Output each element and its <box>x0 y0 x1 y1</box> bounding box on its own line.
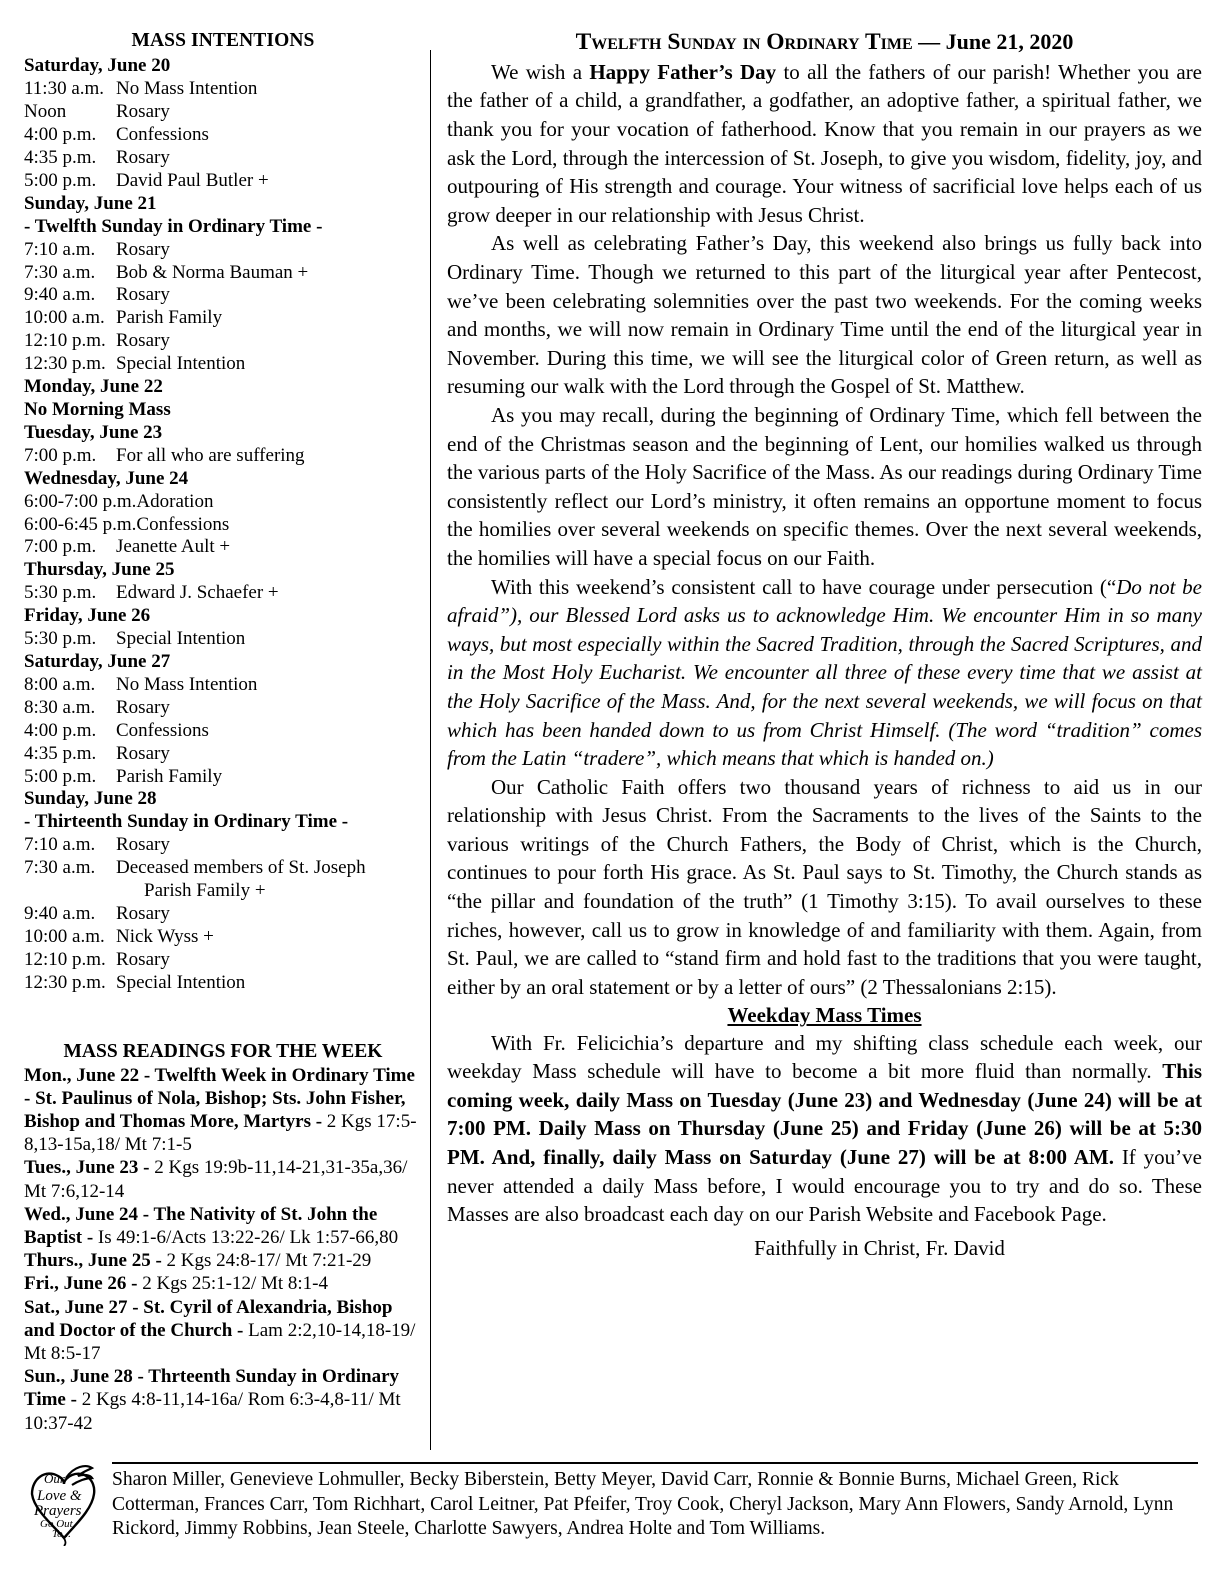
mass-readings-heading: MASS READINGS FOR THE WEEK <box>63 1040 383 1062</box>
mass-intention-row <box>24 78 422 101</box>
logo-line-gooout: Go Out <box>40 1518 73 1530</box>
paragraph-text: As you may recall, during the beginning of Ordinary Time, which fell between the end of the Christmas season and the beginning of Lent, our homilies walked us through the various parts of the Holy Sacrifice of the Mass. As our readings during Ordinary Time consistently reflect our Lord’s ministry, it often remains an opportune moment to focus the homilies over several weekends on specific themes. Over the next several weekends, the homilies will have a special focus on our Faith. <box>447 402 1202 570</box>
mass-intention-time: 7:10 a.m. <box>24 238 96 260</box>
mass-intention-row <box>24 124 422 147</box>
letter-paragraph <box>447 773 1202 1002</box>
mass-intention-day-heading: - Thirteenth Sunday in Ordinary Time - <box>24 811 349 833</box>
mass-intention-row <box>24 307 422 330</box>
mass-intention-description: Special Intention <box>116 628 246 650</box>
mass-intention-row <box>24 720 422 743</box>
weekday-schedule-bold: This coming week, daily Mass on Tuesday (June 23) and Wednesday (June 24) will be at 7:00 PM. Daily Mass on Thursday (June 25) and Friday (June 26) will be at 5:30 PM. And, finally, daily Mass on Saturday (June 27) will be at 8:00 AM. <box>447 1059 1202 1170</box>
mass-intentions-heading: MASS INTENTIONS <box>131 30 315 51</box>
mass-reading-citation: Is 49:1-6/Acts 13:22-26/ Lk 1:57-66,80 <box>93 1227 399 1248</box>
mass-intention-time: 12:10 p.m. <box>24 948 106 970</box>
logo-line-prayers: Prayers <box>34 1503 82 1519</box>
emphasis-italic-text: Do not be afraid”), our Blessed Lord asks us to acknowledge Him. We encounter Him in so many ways, but most especially within the Sacred Tradition, through the Sacred Scriptures, and in the Most Holy Eucharist. We encounter all three of these every time that we assist at the Holy Sacrifice of the Mass. And, for the next several weekends, we will focus on that which has been handed down to us from Christ Himself. (The word “tradition” comes from the Latin “tradere”, which means that which is handed on.) <box>447 574 1202 771</box>
mass-intention-description: Parish Family <box>116 765 223 787</box>
paragraph-text: With this weekend’s consistent call to have courage under persecution (“ <box>491 574 1117 599</box>
mass-intention-row <box>24 262 422 285</box>
mass-intention-description: Edward J. Schaefer + <box>116 582 279 604</box>
mass-intention-description: Bob & Norma Bauman + <box>116 261 309 283</box>
mass-intention-row <box>24 284 422 307</box>
mass-intention-description: Deceased members of St. Joseph <box>116 857 366 879</box>
paragraph-text: We wish a <box>491 59 590 84</box>
logo-line-love: Love & <box>37 1488 82 1504</box>
bulletin-title <box>447 30 1202 56</box>
mass-reading-citation: 2 Kgs 19:9b-11,14-21,31-35a,36/ Mt 7:6,12-14 <box>24 1157 408 1202</box>
mass-intention-day-heading: Sunday, June 21 <box>24 192 157 214</box>
mass-intention-row <box>24 514 422 537</box>
mass-intention-time: 11:30 a.m. <box>24 78 105 100</box>
mass-intention-day-heading: Tuesday, June 23 <box>24 421 163 443</box>
mass-intention-description: Rosary <box>116 101 170 123</box>
mass-intention-description: Special Intention <box>116 971 246 993</box>
mass-intention-description: Adoration <box>136 490 214 512</box>
mass-intention-row <box>24 536 422 559</box>
mass-intention-day-heading: Friday, June 26 <box>24 605 151 627</box>
mass-intention-row <box>24 330 422 353</box>
mass-intention-time: 12:30 p.m. <box>24 353 106 375</box>
mass-intention-time: 4:35 p.m. <box>24 742 97 764</box>
prayer-list-names: Sharon Miller, Genevieve Lohmuller, Becky Biberstein, Betty Meyer, David Carr, Ronnie & Bonnie Burns, Michael Green, Rick Cotterman, Frances Carr, Tom Richhart, Carol Leitner, Pat Pfeifer, Troy Cook, Cheryl Jackson, Mary Ann Flowers, Sandy Arnold, Lynn Rickord, Jimmy Robbins, Jean Steele, Charlotte Sawyers, Andrea Holte and Tom Williams. <box>112 1469 1174 1540</box>
mass-reading-label: Wed., June 24 - The Nativity of St. John the Baptist - <box>24 1203 378 1248</box>
mass-intention-row <box>24 697 422 720</box>
mass-intention-row <box>24 445 422 468</box>
mass-intention-day-heading: - Twelfth Sunday in Ordinary Time - <box>24 215 323 237</box>
mass-reading-citation: 2 Kgs 25:1-12/ Mt 8:1-4 <box>137 1273 328 1295</box>
mass-intention-time: 12:10 p.m. <box>24 330 106 352</box>
mass-intention-time: 9:40 a.m. <box>24 284 96 306</box>
mass-intention-row <box>24 101 422 124</box>
mass-intention-row <box>24 972 422 995</box>
mass-intention-time: 8:00 a.m. <box>24 673 96 695</box>
mass-intention-day-heading: Sunday, June 28 <box>24 788 157 810</box>
mass-intention-time: 7:10 a.m. <box>24 834 96 856</box>
left-column <box>0 0 430 1435</box>
mass-intention-row <box>24 491 422 514</box>
weekday-mass-times-heading <box>447 1002 1202 1028</box>
logo-line-to: To... <box>52 1528 71 1540</box>
mass-reading-item <box>24 1203 422 1249</box>
mass-intention-description: Rosary <box>116 147 170 169</box>
mass-intention-time: 4:35 p.m. <box>24 147 97 169</box>
mass-intention-row <box>24 766 422 789</box>
mass-intention-day-heading: Saturday, June 27 <box>24 650 171 672</box>
mass-intention-description: Rosary <box>116 742 170 764</box>
bulletin-title-smallcaps: Twelfth Sunday in Ordinary Time <box>575 29 913 55</box>
mass-intention-description: Rosary <box>116 284 170 306</box>
mass-intention-row <box>24 926 422 949</box>
mass-intention-time: 10:00 a.m. <box>24 925 105 947</box>
mass-intention-row <box>24 949 422 972</box>
mass-intention-time: 8:30 a.m. <box>24 696 96 718</box>
mass-intention-continuation: Parish Family + <box>144 880 266 902</box>
mass-intention-row <box>24 628 422 651</box>
mass-intention-row <box>24 170 422 193</box>
weekday-paragraph-text: If you’ve never attended a daily Mass before, I would encourage you to try and do so. These Masses are also broadcast each day on our Parish Website and Facebook Page. <box>447 1145 1202 1227</box>
letter-paragraph <box>447 229 1202 401</box>
mass-intention-description: Confessions <box>136 513 230 535</box>
mass-intention-time: 10:00 a.m. <box>24 307 105 329</box>
mass-intention-day-heading: Saturday, June 20 <box>24 55 171 77</box>
mass-reading-label: Thurs., June 25 - <box>24 1250 162 1272</box>
mass-intention-description: Rosary <box>116 948 170 970</box>
pastor-letter-body <box>447 58 1202 1002</box>
mass-intention-description: No Mass Intention <box>116 78 258 100</box>
mass-reading-citation: 2 Kgs 17:5-8,13-15a,18/ Mt 7:1-5 <box>24 1110 417 1156</box>
mass-reading-item <box>24 1064 422 1157</box>
mass-intention-description: David Paul Butler + <box>116 169 269 191</box>
mass-intention-description: No Mass Intention <box>116 673 258 695</box>
mass-reading-label: Sat., June 27 - St. Cyril of Alexandria, Bishop and Doctor of the Church - <box>24 1296 393 1341</box>
mass-intention-time: 7:30 a.m. <box>24 857 96 879</box>
footer-horizontal-rule <box>112 1462 1198 1464</box>
weekday-paragraph-text: With Fr. Felicichia’s departure and my shifting class schedule each week, our weekday Mass schedule will have to become a bit more fluid than normally. <box>447 1030 1202 1084</box>
signoff-line: Faithfully in Christ, Fr. David <box>754 1235 1005 1260</box>
mass-intention-time: 7:00 p.m. <box>24 444 97 466</box>
mass-intention-description: Confessions <box>116 124 209 146</box>
mass-intention-time: 5:30 p.m. <box>24 628 97 650</box>
prayer-list-footer <box>0 1448 1224 1584</box>
mass-intention-time: 5:30 p.m. <box>24 582 97 604</box>
mass-intention-time: 5:00 p.m. <box>24 169 97 191</box>
mass-reading-item <box>24 1365 422 1435</box>
mass-intention-time: 6:00-6:45 p.m. <box>24 513 137 535</box>
mass-intention-day-heading: Wednesday, June 24 <box>24 467 189 489</box>
letter-paragraph <box>447 401 1202 573</box>
mass-intention-row <box>24 582 422 605</box>
mass-intention-row <box>24 903 422 926</box>
mass-intention-description: Rosary <box>116 834 170 856</box>
mass-intention-time: 12:30 p.m. <box>24 971 106 993</box>
bulletin-title-date: — June 21, 2020 <box>912 29 1074 54</box>
mass-intentions-list <box>24 55 422 994</box>
right-column <box>431 0 1224 1262</box>
our-love-and-prayers-logo <box>22 1454 104 1546</box>
mass-reading-citation: 2 Kgs 4:8-11,14-16a/ Rom 6:3-4,8-11/ Mt 10:37-42 <box>24 1389 401 1434</box>
mass-intention-day-heading: No Morning Mass <box>24 399 171 421</box>
mass-intention-time: 9:40 a.m. <box>24 902 96 924</box>
mass-intention-row <box>24 834 422 857</box>
mass-intention-row <box>24 674 422 697</box>
mass-intention-row <box>24 147 422 170</box>
mass-intention-description: Rosary <box>116 238 170 260</box>
prayer-list-body <box>104 1448 1198 1542</box>
mass-intention-time: 4:00 p.m. <box>24 719 97 741</box>
mass-intention-description: Confessions <box>116 719 209 741</box>
mass-intention-description: Parish Family <box>116 307 223 329</box>
mass-intention-description: For all who are suffering <box>116 444 305 466</box>
mass-reading-label: Tues., June 23 - <box>24 1157 150 1179</box>
weekday-mass-times-heading-text: Weekday Mass Times <box>727 1003 922 1028</box>
mass-reading-citation: 2 Kgs 24:8-17/ Mt 7:21-29 <box>161 1250 372 1272</box>
paragraph-text: to all the fathers of our parish! Whether you are the father of a child, a grandfather, a godfather, an adoptive father, a spiritual father, we thank you for your vocation of fatherhood. Know that you remain in our prayers as we ask the Lord, through the intercession of St. Joseph, to give you wisdom, fidelity, joy, and outpouring of His strength and courage. Your witness of sacrificial love helps each of us grow deeper in our relationship with Jesus Christ. <box>447 59 1203 227</box>
mass-readings-list <box>24 1064 422 1435</box>
mass-intention-description: Rosary <box>116 330 170 352</box>
mass-intention-description: Jeanette Ault + <box>116 536 231 558</box>
emphasis-bold-text: Happy Father’s Day <box>589 59 777 84</box>
mass-reading-item <box>24 1249 422 1272</box>
mass-intention-time: 4:00 p.m. <box>24 124 97 146</box>
mass-intention-time: 6:00-7:00 p.m. <box>24 490 137 512</box>
mass-reading-label: Mon., June 22 - Twelfth Week in Ordinary Time - St. Paulinus of Nola, Bishop; Sts. John Fisher, Bishop and Thomas More, Martyrs - <box>24 1064 415 1132</box>
mass-intention-day-heading: Thursday, June 25 <box>24 559 175 581</box>
mass-reading-item <box>24 1272 422 1295</box>
mass-intention-row <box>24 239 422 262</box>
mass-reading-label: Sun., June 28 - Thrteenth Sunday in Ordinary Time - <box>24 1366 399 1411</box>
letter-paragraph <box>447 58 1202 230</box>
mass-intention-row <box>24 857 422 880</box>
section-spacer <box>24 995 422 1041</box>
paragraph-text: As well as celebrating Father’s Day, this weekend also brings us fully back into Ordinary Time. Though we returned to this part of the liturgical year after Pentecost, we’ve been celebrating solemnities over the past two weekends. For the coming weeks and months, we will now remain in Ordinary Time until the end of the liturgical year in November. During this time, we will see the liturgical color of Green return, as well as resuming our walk with the Lord through the Gospel of St. Matthew. <box>447 231 1202 399</box>
mass-reading-item <box>24 1156 422 1202</box>
logo-line-our: Our <box>44 1471 65 1486</box>
letter-paragraph <box>447 573 1202 773</box>
mass-intention-description: Rosary <box>116 696 170 718</box>
mass-reading-label: Fri., June 26 - <box>24 1273 138 1295</box>
mass-intention-time: 7:00 p.m. <box>24 536 97 558</box>
mass-intention-row <box>24 353 422 376</box>
paragraph-text: Our Catholic Faith offers two thousand years of richness to aid us in our relationship with Jesus Christ. From the Sacraments to the lives of the Saints to the various writings of the Church Fathers, the Body of Christ, which is the Church, continues to pour forth His grace. As St. Paul says to St. Timothy, the Church stands as “the pillar and foundation of the truth” (1 Timothy 3:15). To avail ourselves to these riches, however, call us to grow in knowledge of and familiarity with them. Again, from St. Paul, we are called to “stand firm and hold fast to the traditions that you were taught, either by an oral statement or by a letter of ours” (2 Thessalonians 2:15). <box>447 774 1202 999</box>
mass-intention-description: Rosary <box>116 902 170 924</box>
mass-reading-item <box>24 1296 422 1366</box>
mass-intention-time: 7:30 a.m. <box>24 261 96 283</box>
mass-reading-citation: Lam 2:2,10-14,18-19/ Mt 8:5-17 <box>24 1319 416 1365</box>
mass-intention-time: Noon <box>24 101 67 123</box>
mass-intention-description: Special Intention <box>116 353 246 375</box>
mass-intention-description: Nick Wyss + <box>116 925 214 947</box>
heart-logo-icon <box>22 1454 104 1546</box>
weekday-mass-times-paragraph <box>447 1029 1202 1229</box>
mass-intention-row <box>24 743 422 766</box>
mass-intention-time: 5:00 p.m. <box>24 765 97 787</box>
mass-intention-day-heading: Monday, June 22 <box>24 376 163 398</box>
